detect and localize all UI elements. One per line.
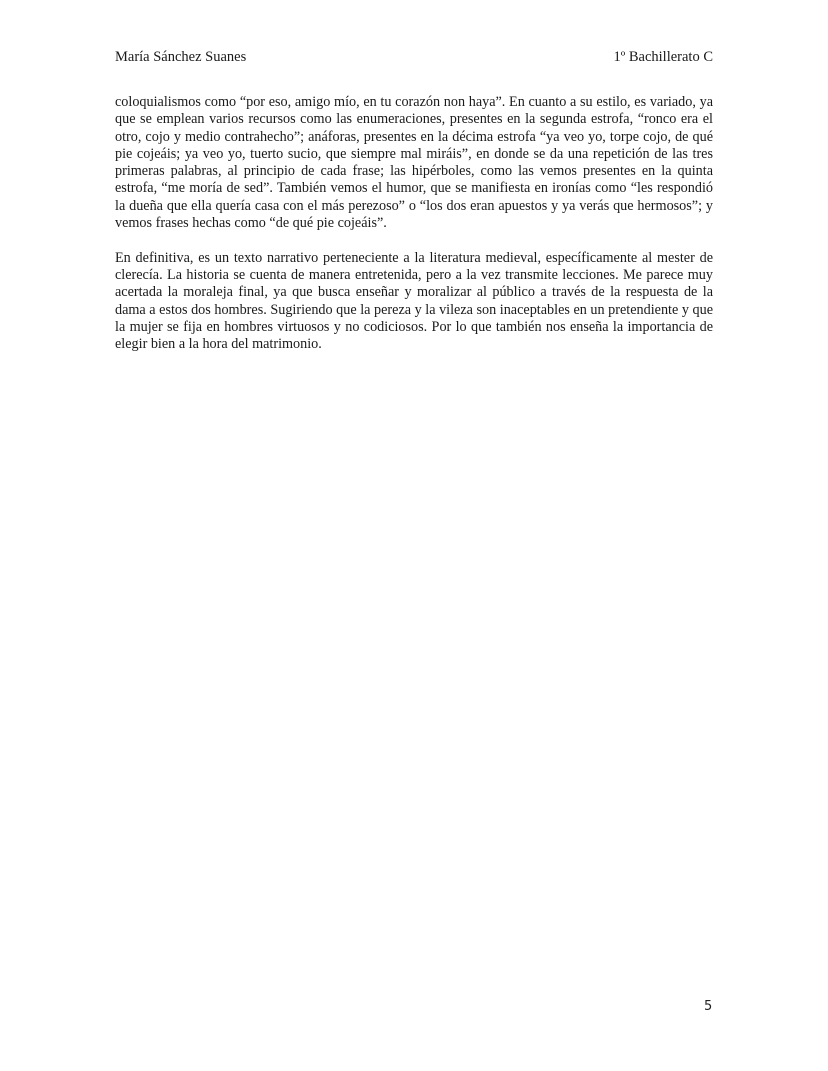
document-body bbox=[115, 94, 713, 354]
course-label: 1º Bachillerato C bbox=[613, 49, 713, 65]
page-header bbox=[115, 48, 713, 66]
paragraph-style-analysis: coloquialismos como “por eso, amigo mío, en tu corazón non haya”. En cuanto a su estilo, es variado, ya que se emplean varios recursos como las enumeraciones, presentes en la segunda estrofa, “ronco era el otro, cojo y medio contrahecho”; anáforas, presentes en la décima estrofa “ya veo yo, torpe cojo, de qué pie cojeáis; ya veo yo, tuerto sucio, que siempre mal miráis”, en donde se da una repetición de las tres primeras palabras, al principio de cada frase; las hipérboles, como las vemos presentes en la quinta estrofa, “me moría de sed”. También vemos el humor, que se manifiesta en ironías como “les respondió la dueña que ella quería casa con el más perezoso” o “los dos eran apuestos y ya verás que hermosos”; y vemos frases hechas como “de qué pie cojeáis”. bbox=[115, 94, 713, 232]
author-name: María Sánchez Suanes bbox=[115, 49, 247, 65]
page-number: 5 bbox=[704, 999, 713, 1014]
paragraph-conclusion: En definitiva, es un texto narrativo perteneciente a la literatura medieval, específicamente al mester de clerecía. La historia se cuenta de manera entretenida, pero a la vez transmite lecciones. Me parece muy acertada la moraleja final, ya que busca enseñar y moralizar al público a través de la respuesta de la dama a estos dos hombres. Sugiriendo que la pereza y la vileza son inaceptables en un pretendiente y que la mujer se fija en hombres virtuosos y no codiciosos. Por lo que también nos enseña la importancia de elegir bien a la hora del matrimonio. bbox=[115, 249, 713, 353]
